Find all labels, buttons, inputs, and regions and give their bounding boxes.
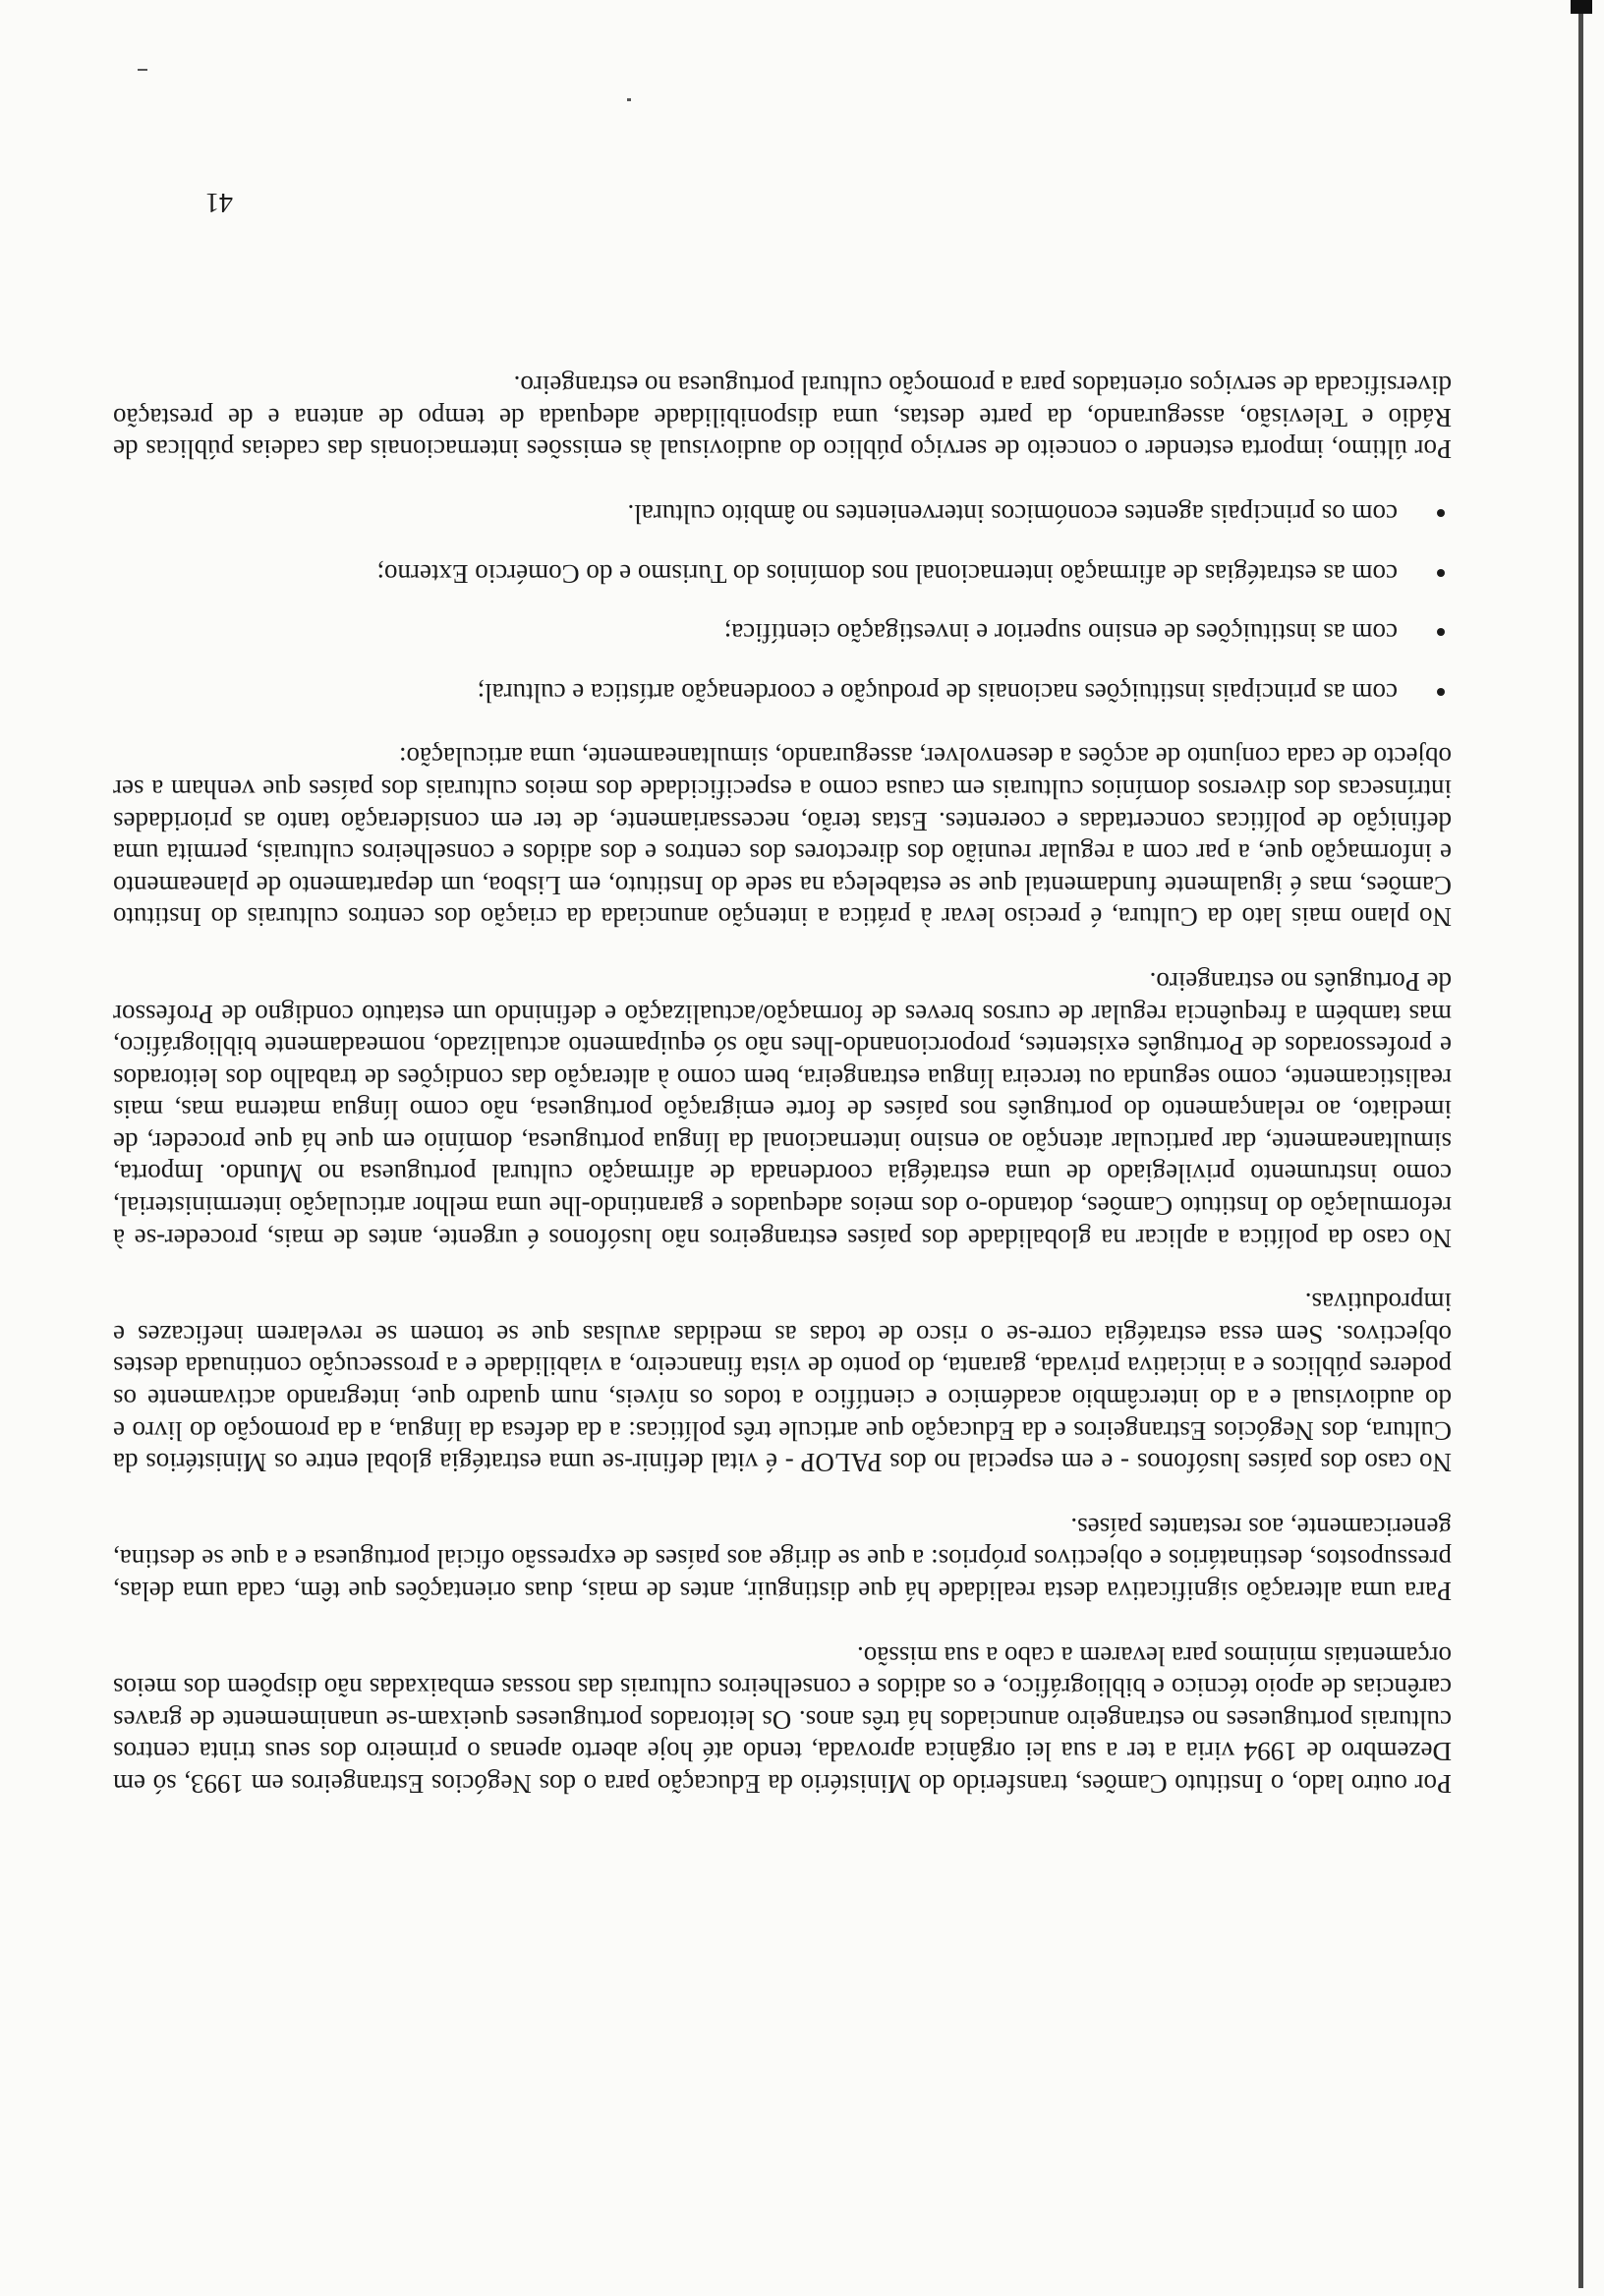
list-item: com as estratégias de afirmação internacional nos domínios do Turismo e do Comércio Externo; (113, 557, 1452, 590)
articulation-list (113, 497, 1452, 708)
paragraph-paises-lusofonos: No caso dos países lusófonos - e em especial no dos PALOP - é vital definir-se uma estratégia global entre os Ministérios da Cultura, dos Negócios Estrangeiros e da Educação que articule três políticas: a da defesa da língua, a da promoção do livro e do audiovisual e a do intercâmbio académico e científico a todos os níveis, num quadro que, integrando activamente os poderes públicos e a iniciativa privada, garanta, do ponto de vista financeiro, a viabilidade e a prossecução continuada destes objectivos. Sem essa estratégia corre-se o risco de todas as medidas avulsas que se tomem se revelarem ineficazes e improdutivas. (113, 1288, 1452, 1478)
document-body (113, 337, 1452, 1800)
paragraph-instituto-camoes: Por outro lado, o Instituto Camões, transferido do Ministério da Educação para o dos Negócios Estrangeiros em 1993, só em Dezembro de 1994 viria a ter a sua lei orgânica aprovada, tendo até hoje aberto apenas o primeiro dos seus trinta centros culturais portugueses no estrangeiro anunciados há três anos. Os leitorados portugueses queixam-se unanimemente de graves carências de apoio técnico e bibliográfico, e os adidos e conselheiros culturais das nossas embaixadas não dispõem dos meios orçamentais mínimos para levarem a cabo a sua missão. (113, 1640, 1452, 1799)
paragraph-audiovisual: Por último, importa estender o conceito de serviço público do audiovisual às emissões internacionais das cadeias públicas de Rádio e Televisão, assegurando, da parte destas, uma disponibilidade adequada de tempo de antena e de prestação diversificada de serviços orientados para a promoção cultural portuguesa no estrangeiro. (113, 371, 1452, 465)
list-item: com os principais agentes económicos intervenientes no âmbito cultural. (113, 497, 1452, 530)
paragraph-duas-orientacoes: Para uma alteração significativa desta realidade há que distinguir, antes de mais, duas orientações que têm, cada uma delas, pressupostos, destinatários e objectivos próprios: a que se dirige aos países de expressão oficial portuguesa e a que se destina, genericamente, aos restantes países. (113, 1512, 1452, 1607)
list-item: com as instituições de ensino superior e investigação científica; (113, 617, 1452, 650)
page-number: 41 (205, 187, 233, 217)
paragraph-paises-nao-lusofonos: No caso da política a aplicar na globalidade dos países estrangeiros não lusófonos é urgente, antes de mais, proceder-se à reformulação do Instituto Camões, dotando-o dos meios adequados e garantindo-lhe uma melhor articulação interministerial, como instrumento privilegiado de uma estratégia coordenada de afirmação cultural portuguesa no Mundo. Importa, simultaneamente, dar particular atenção ao ensino internacional da língua portuguesa, domínio em que há que proceder, de imediato, ao relançamento do português nos países de forte emigração portuguesa, não como língua materna mas, mais realisticamente, como segunda ou terceira língua estrangeira, bem como à alteração das condições de trabalho dos leitorados e professorados de Português existentes, proporcionando-lhes não só equipamento actualizado, nomeadamente bibliográfico, mas também a frequência regular de cursos breves de formação/actualização e definindo um estatuto condigno de Professor de Português no estrangeiro. (113, 966, 1452, 1253)
paragraph-plano-cultura: No plano mais lato da Cultura, é preciso levar à prática a intenção anunciada da criação dos centros culturais do Instituto Camões, mas é igualmente fundamental que se estabeleça na sede do Instituto, em Lisboa, um departamento de planeamento e informação que, a par com a regular reunião dos directores dos centros e dos adidos e conselheiros culturais, permita uma definição de políticas concertadas e coerentes. Estas terão, necessariamente, de ter em consideração tanto as prioridades intrínsecas dos diversos domínios culturais em causa como a especificidade dos meios culturais dos países que venham a ser objecto de cada conjunto de acções a desenvolver, assegurando, simultaneamente, uma articulação: (113, 742, 1452, 933)
list-item: com as principais instituições nacionais de produção e coordenação artística e cultural; (113, 676, 1452, 709)
